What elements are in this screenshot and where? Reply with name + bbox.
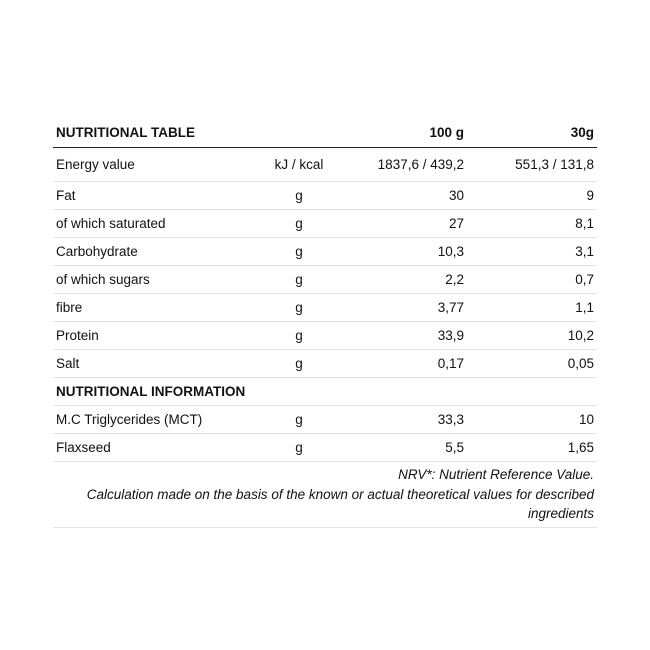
table-title: NUTRITIONAL TABLE (56, 125, 195, 140)
row-unit: g (295, 244, 303, 259)
row-value-30g: 9 (586, 188, 594, 203)
row-value-30g: 1,1 (575, 300, 594, 315)
section-title: NUTRITIONAL INFORMATION (56, 384, 246, 399)
table-row-carbohydrate (53, 238, 597, 266)
row-unit: g (295, 440, 303, 455)
row-value-100g: 33,9 (437, 328, 464, 343)
row-label: Flaxseed (56, 440, 111, 455)
calculation-note: Calculation made on the basis of the known or actual theoretical values for described ingredients (86, 486, 594, 521)
row-label: fibre (56, 300, 83, 315)
header-col-100g: 100 g (429, 125, 464, 140)
row-value-30g: 551,3 / 131,8 (515, 157, 594, 172)
row-value-100g: 30 (448, 188, 464, 203)
row-value-100g: 10,3 (437, 244, 464, 259)
row-value-30g: 10 (578, 412, 594, 427)
table-row-protein (53, 322, 597, 350)
table-header (53, 118, 597, 148)
row-value-30g: 0,7 (575, 272, 594, 287)
row-unit: g (295, 328, 303, 343)
row-value-30g: 8,1 (575, 216, 594, 231)
row-label: Energy value (56, 157, 135, 172)
row-value-30g: 0,05 (567, 356, 594, 371)
row-unit: g (295, 188, 303, 203)
row-label: of which sugars (56, 272, 150, 287)
row-label: Protein (56, 328, 99, 343)
row-unit: g (295, 412, 303, 427)
row-label: Salt (56, 356, 80, 371)
row-unit: g (295, 216, 303, 231)
row-label: Fat (56, 188, 76, 203)
row-value-30g: 10,2 (567, 328, 594, 343)
row-unit: g (295, 300, 303, 315)
row-value-30g: 3,1 (575, 244, 594, 259)
nrv-note: NRV*: Nutrient Reference Value. (398, 467, 594, 482)
row-label: of which saturated (56, 216, 166, 231)
table-row-mct (53, 406, 597, 434)
section-header-nutritional-information (53, 378, 597, 406)
row-unit: kJ / kcal (274, 157, 324, 172)
table-row-sugars (53, 266, 597, 294)
row-value-30g: 1,65 (567, 440, 594, 455)
table-row-energy (53, 148, 597, 182)
row-value-100g: 3,77 (437, 300, 464, 315)
row-value-100g: 0,17 (437, 356, 464, 371)
table-footnotes (53, 462, 597, 528)
table-row-fibre (53, 294, 597, 322)
row-unit: g (295, 356, 303, 371)
row-value-100g: 2,2 (445, 272, 464, 287)
row-value-100g: 27 (448, 216, 464, 231)
table-row-salt (53, 350, 597, 378)
header-col-30g: 30g (570, 125, 594, 140)
row-value-100g: 33,3 (437, 412, 464, 427)
row-unit: g (295, 272, 303, 287)
row-value-100g: 1837,6 / 439,2 (377, 157, 464, 172)
table-row-flaxseed (53, 434, 597, 462)
row-value-100g: 5,5 (445, 440, 464, 455)
nutritional-table (53, 118, 597, 528)
table-row-saturated (53, 210, 597, 238)
table-row-fat (53, 182, 597, 210)
row-label: Carbohydrate (56, 244, 138, 259)
row-label: M.C Triglycerides (MCT) (56, 412, 203, 427)
